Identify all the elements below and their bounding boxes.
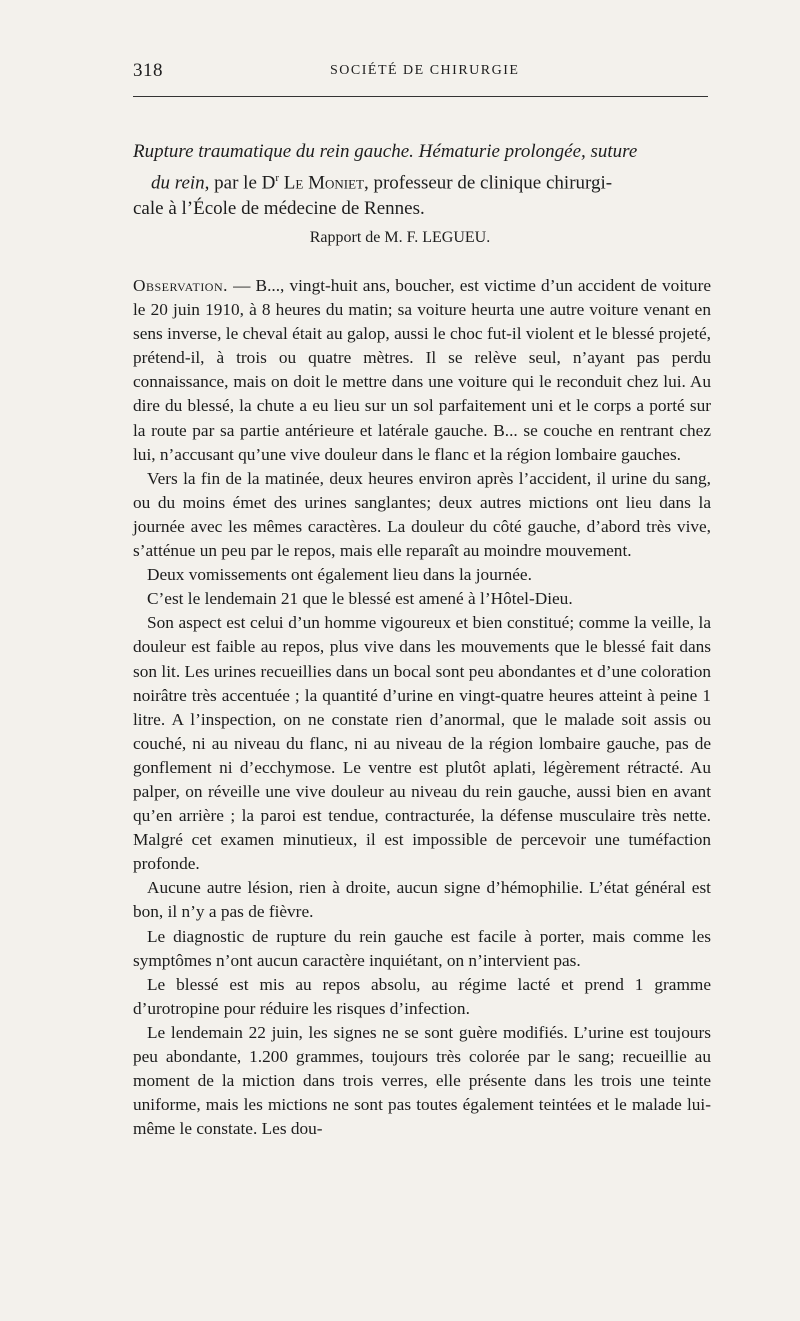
- paragraph: Le blessé est mis au repos absolu, au régime lacté et prend 1 gramme d’urotropine pour réduire les risques d’infection.: [133, 974, 711, 1018]
- paragraph: Aucune autre lésion, rien à droite, aucun signe d’hémophilie. L’état général est bon, il n’y a pas de fièvre.: [133, 878, 711, 922]
- title-line2: [133, 165, 711, 196]
- paragraph: Le lendemain 22 juin, les signes ne se sont guère modifiés. L’urine est toujours peu abondante, 1.200 grammes, toujours très colorée par le sang; recueillie au moment de la miction dans trois verres, elle présente dans les trois une teinte uniforme, mais les mictions ne sont pas toutes également teintées et le malade lui-même le constate. Les dou-: [133, 1022, 711, 1139]
- title-dr-sup: r: [275, 172, 280, 184]
- report-line: Rapport de M. F. LEGUEU.: [309, 229, 491, 246]
- title-author: Le Moniet,: [279, 172, 369, 194]
- title-italic-line2: du rein,: [151, 172, 210, 194]
- observation-label: Observation.: [133, 276, 228, 295]
- article-title: [133, 139, 711, 222]
- title-line3: cale à l’École de médecine de Rennes.: [133, 198, 425, 220]
- paragraph-text: — B..., vingt-huit ans, boucher, est victime d’un accident de voiture le 20 juin 1910, à 8 heures du matin; sa voiture heurta une autre voiture venant en sens inverse, le cheval était au galop, aussi le choc fut-il violent et le blessé projeté, prétend-il, à trois ou quatre mètres. Il se relève seul, n’ayant pas perdu connaissance, mais on doit le mettre dans une voiture qui le reconduit chez lui. Au dire du blessé, la chute a eu lieu sur un sol parfaitement uni et le corps a porté sur la route par sa partie antérieure et latérale gauche. B... se couche en rentrant chez lui, n’accusant qu’une vive douleur dans le flanc et la région lombaire gauches.: [133, 276, 711, 464]
- paragraph: Vers la fin de la matinée, deux heures environ après l’accident, il urine du sang, ou du moins émet des urines sanglantes; deux autres mictions ont lieu dans la journée avec les mêmes caractères. La douleur du côté gauche, d’abord très vive, s’atténue un peu par le repos, mais elle reparaît au moindre mouvement.: [133, 468, 711, 561]
- paragraph: C’est le lendemain 21 que le blessé est amené à l’Hôtel-Dieu.: [147, 589, 573, 609]
- paragraph: Le diagnostic de rupture du rein gauche est facile à porter, mais comme les symptômes n’ont aucun caractère inquiétant, on n’intervient pas.: [133, 926, 711, 970]
- page-number: 318: [133, 60, 163, 81]
- running-head: SOCIÉTÉ DE CHIRURGIE: [330, 63, 520, 78]
- paragraph: Son aspect est celui d’un homme vigoureux et bien constitué; comme la veille, la douleur est faible au repos, plus vive dans les mouvements que le blessé fait dans son lit. Les urines recueillies dans un bocal sont peu abondantes et d’une coloration noirâtre très accentuée ; la quantité d’urine en vingt-quatre heures atteint à peine 1 litre. A l’inspection, on ne constate rien d’anormal, que le malade soit assis ou couché, ni au niveau du flanc, ni au niveau de la région lombaire gauche, pas de gonflement ni d’ecchymose. Le ventre est plutôt aplati, légèrement rétracté. Au palper, on réveille une vive douleur au niveau du rein gauche, aussi bien en avant qu’en arrière ; la paroi est tendue, contracturée, la défense musculaire très nette. Malgré cet examen minutieux, il est impossible de percevoir une tuméfaction profonde.: [133, 613, 711, 874]
- paragraph: Deux vomissements ont également lieu dans la journée.: [147, 565, 532, 585]
- title-italic-line1: Rupture traumatique du rein gauche. Hématurie prolongée, suture: [133, 141, 638, 162]
- article-body: [133, 274, 711, 1141]
- title-par-le: par le D: [209, 172, 276, 194]
- header-rule: [133, 96, 708, 97]
- title-line2-rest: professeur de clinique chirurgi-: [368, 172, 613, 194]
- paragraph-observation: [133, 274, 711, 467]
